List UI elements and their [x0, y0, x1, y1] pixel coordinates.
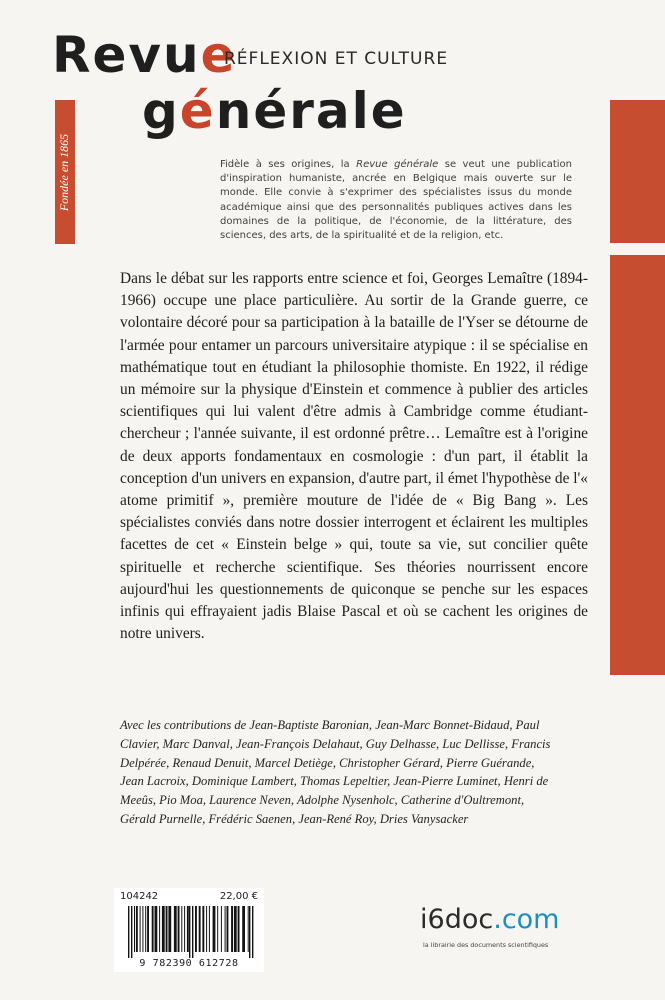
barcode-guard-bar — [249, 906, 250, 958]
barcode-bar — [168, 906, 171, 952]
barcode-bar — [217, 906, 218, 952]
masthead-title-line1 — [52, 26, 237, 84]
logo-6: 6 — [427, 904, 445, 935]
masthead-subtitle: RÉFLEXION ET CULTURE — [224, 49, 449, 69]
barcode-bar — [174, 906, 177, 952]
masthead-title-line2 — [142, 82, 407, 140]
founded-label: Fondée en 1865 — [57, 133, 72, 211]
barcode-guard-bar — [189, 906, 190, 958]
intro-suffix: se veut une publication d'inspiration humaniste, ancrée en Belgique mais ouverte sur le monde. Elle convie à s'exprimer des spécialistes issus du monde académique ainsi que des personnalités publiques actives dans les domaines de la politique, de l'économie, de la littérature, des sciences, des arts, de la spiritualité et de la religion, etc. — [220, 159, 572, 242]
masthead-title-g: g — [142, 82, 180, 140]
barcode-bar — [136, 906, 138, 952]
barcode-guard-bar — [131, 906, 132, 958]
logo-com: com — [501, 904, 560, 935]
barcode-bar — [206, 906, 207, 952]
barcode-bar — [187, 906, 189, 952]
barcode-bar — [242, 906, 245, 952]
intro-prefix: Fidèle à ses origines, la — [220, 159, 357, 170]
barcode-bar — [225, 906, 226, 952]
barcode-bar — [199, 906, 201, 952]
barcode-bar — [202, 906, 204, 952]
barcode-bar — [184, 906, 185, 952]
barcode-bar — [209, 906, 210, 952]
barcode-bar — [195, 906, 197, 952]
barcode-bar — [166, 906, 168, 952]
intro-journal-name: Revue générale — [356, 159, 439, 170]
barcode-bars — [128, 906, 254, 958]
barcode-guard-bar — [128, 906, 129, 958]
founded-label-wrapper — [55, 100, 75, 244]
barcode-bar — [227, 906, 229, 952]
barcode-guard-bar — [252, 906, 253, 958]
barcode-digits: 9 782390 612728 — [139, 958, 239, 969]
barcode-bar — [155, 906, 158, 952]
publisher-logo — [420, 906, 559, 933]
barcode-bar — [238, 906, 240, 952]
masthead-title-accent-e: e — [200, 26, 237, 84]
barcode-bar — [142, 906, 143, 952]
logo-dot: . — [493, 904, 502, 935]
logo-i: i — [420, 904, 428, 935]
barcode-bar — [145, 906, 146, 952]
main-blurb: Dans le débat sur les rapports entre science et foi, Georges Lemaître (1894-1966) occupe une place particulière. Au sortir de la Grande guerre, ce volontaire décoré pour sa participation à la bataille de l'Yser se détourne de l'armée pour entamer un parcours universitaire atypique : il se spécialise en mathématique tout en étudiant la philosophie thomiste. En 1922, il rédige un mémoire sur la physique d'Einstein et commence à publier des articles scientifiques qui lui valent d'être admis à Cambridge comme étudiant-chercheur ; l'année suivante, il est ordonné prêtre… Lemaître est à l'origine de deux apports fondamentaux en cosmologie : d'un part, il établit la conception d'un univers en expansion, d'autre part, il émet l'hypothèse de l'« atome primitif », première mouture de l'idée de « Big Bang ». Les spécialistes conviés dans notre dossier interrogent et éclairent les multiples facettes de cet « Einstein belge » qui, toute sa vie, sut concilier quête spirituelle et recherche scientifique. Ses théories nourrissent encore aujourd'hui les questionnements de quiconque se penche sur les espaces infinis qui effrayaient jadis Blaise Pascal et où se cachent les origines de notre univers. — [120, 270, 588, 643]
barcode-bar — [147, 906, 149, 952]
barcode-bar — [134, 906, 135, 952]
decorative-band-right-main — [610, 255, 665, 675]
product-code: 104242 — [120, 891, 159, 902]
masthead-title-nerale: nérale — [215, 82, 407, 140]
masthead-title-accent-e2: é — [179, 82, 216, 140]
logo-doc: doc — [444, 904, 494, 935]
barcode-bar — [213, 906, 216, 952]
contributors-list: Avec les contributions de Jean-Baptiste Baronian, Jean-Marc Bonnet-Bidaud, Paul Clavier, Marc Danval, Jean-François Delahaut, Guy Delhasse, Luc Dellisse, Francis Delpérée, Renaud Denuit, Marcel Detiège, Christopher Gérard, Pierre Guérande, Jean Lacroix, Dominique Lambert, Thomas Lepeltier, Jean-Pierre Luminet, Henri de Meeûs, Pio Moa, Laurence Neven, Adolphe Nysenholc, Catherine d'Oultremont, Gérald Purnelle, Frédéric Saenen, Jean-René Roy, Dries Vanysacker — [120, 718, 551, 826]
barcode-bar — [234, 906, 237, 952]
barcode-bar — [248, 906, 249, 952]
barcode-bar — [181, 906, 182, 952]
publisher-tagline: la librairie des documents scientifiques — [423, 941, 549, 949]
barcode-guard-bar — [192, 906, 193, 958]
barcode-bar — [140, 906, 141, 952]
barcode-bar — [231, 906, 233, 952]
barcode-bar — [152, 906, 154, 952]
decorative-band-right-top — [610, 100, 665, 243]
barcode-bar — [178, 906, 180, 952]
barcode-bar — [162, 906, 165, 952]
barcode-bar — [159, 906, 160, 952]
intro-paragraph — [220, 158, 572, 243]
masthead-title-revu: Revu — [52, 26, 201, 84]
barcode-bar — [221, 906, 222, 952]
price-label: 22,00 € — [219, 891, 258, 902]
barcode-header — [116, 888, 264, 904]
